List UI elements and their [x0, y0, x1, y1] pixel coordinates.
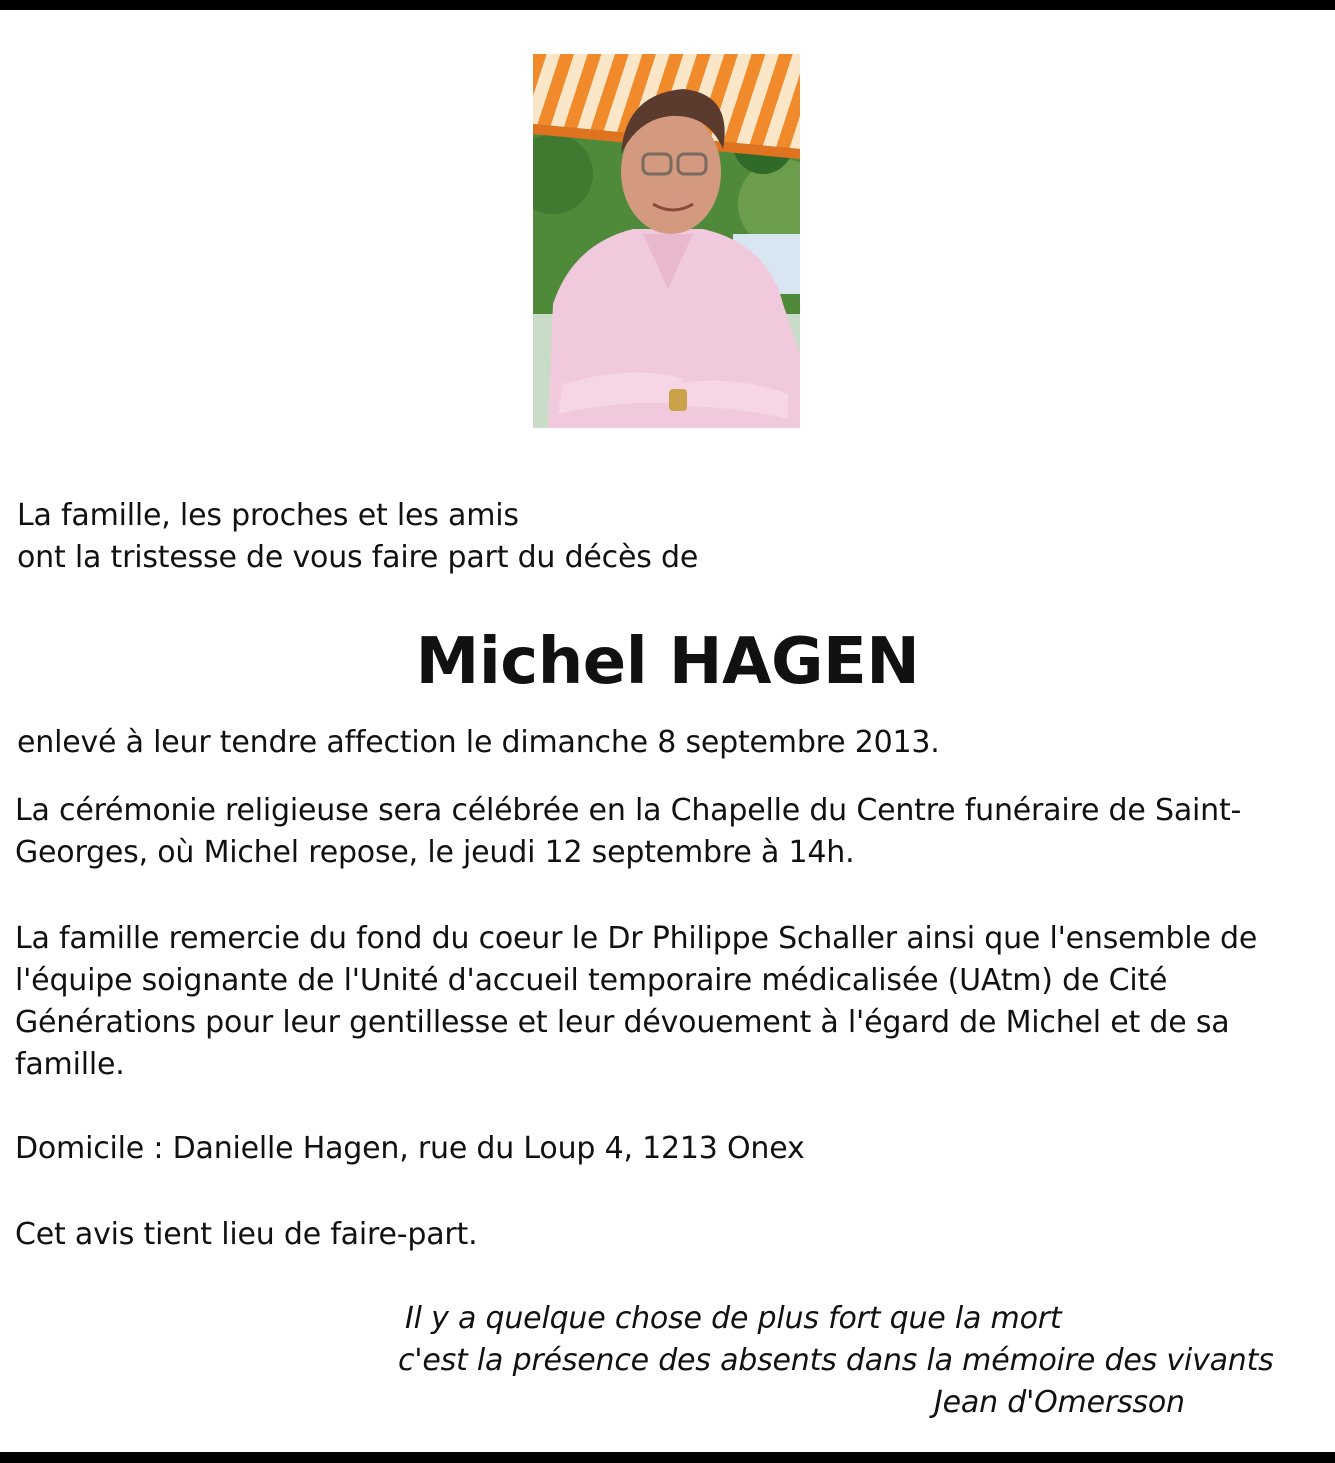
intro-text — [17, 495, 698, 579]
top-rule — [0, 0, 1335, 10]
quote-author: Jean d'Omersson — [934, 1385, 1185, 1420]
deceased-name: Michel HAGEN — [415, 625, 920, 699]
quote-line-2: c'est la présence des absents dans la mémoire des vivants — [398, 1343, 1274, 1378]
bottom-rule — [0, 1452, 1335, 1463]
notice-note: Cet avis tient lieu de faire-part. — [15, 1217, 478, 1252]
intro-line-2: ont la tristesse de vous faire part du décès de — [17, 540, 699, 575]
portrait-photo — [533, 54, 800, 428]
ceremony-paragraph: La cérémonie religieuse sera célébrée en la Chapelle du Centre funéraire de Saint-Georges, où Michel repose, le jeudi 12 septembre à 14h. — [15, 793, 1242, 870]
death-announcement: enlevé à leur tendre affection le dimanche 8 septembre 2013. — [17, 725, 940, 760]
domicile-line: Domicile : Danielle Hagen, rue du Loup 4, 1213 Onex — [15, 1131, 805, 1166]
intro-line-1: La famille, les proches et les amis — [17, 498, 519, 533]
thanks-paragraph: La famille remercie du fond du coeur le Dr Philippe Schaller ainsi que l'ensemble de l'équipe soignante de l'Unité d'accueil temporaire médicalisée (UAtm) de Cité Générations pour leur gentillesse et leur dévouement à l'égard de Michel et de sa famille. — [15, 921, 1258, 1082]
quote-line-1: Il y a quelque chose de plus fort que la mort — [405, 1301, 1062, 1336]
